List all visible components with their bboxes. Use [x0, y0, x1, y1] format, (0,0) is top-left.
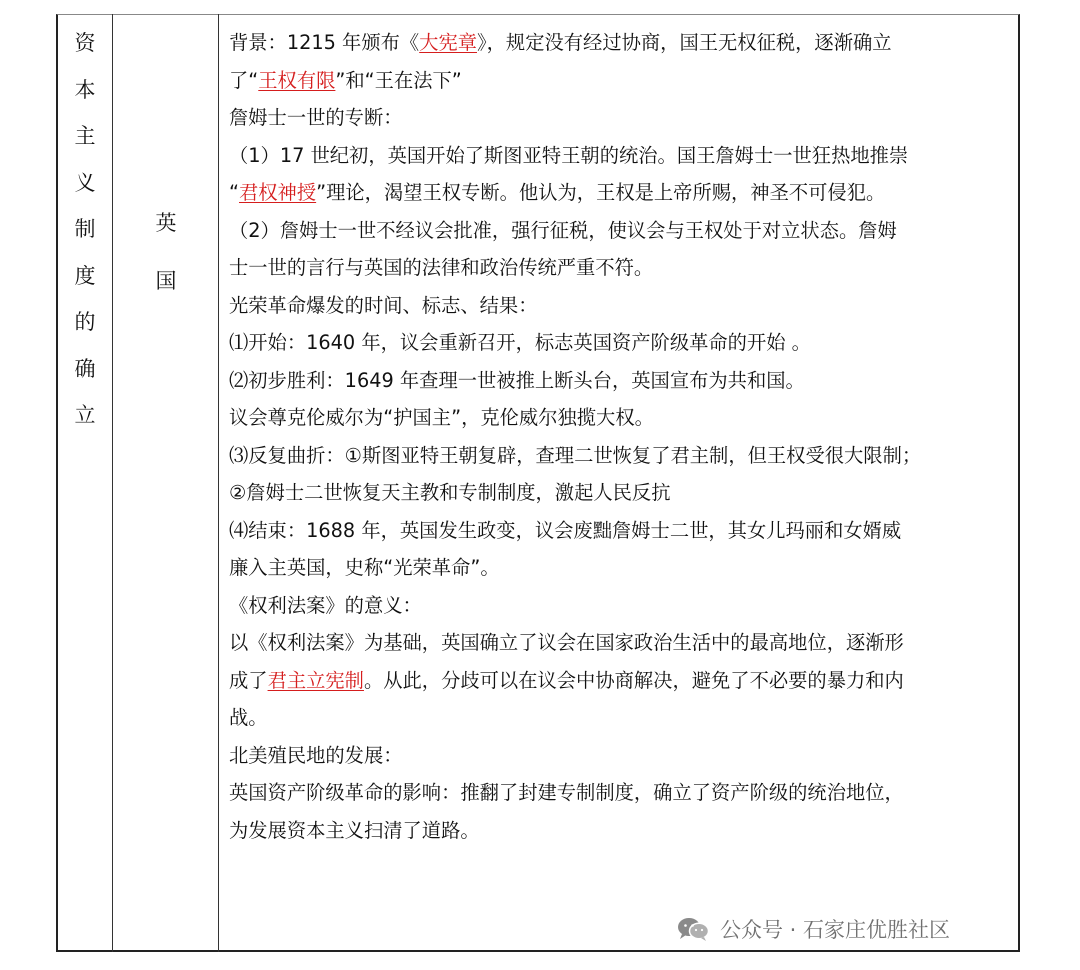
- line-text: （1）17 世纪初，英国开始了斯图亚特王朝的统治。国王詹姆士一世狂热地推崇: [229, 143, 909, 167]
- category-char: 义: [74, 170, 96, 195]
- content-line: [229, 362, 1015, 400]
- highlighted-term: 大宪章: [419, 31, 478, 54]
- country-column: [114, 194, 218, 310]
- line-text: 》，规定没有经过协商，国王无权征税，逐渐确立: [477, 31, 892, 54]
- content-line: [229, 137, 1015, 175]
- category-char: 的: [74, 310, 96, 334]
- content-line: [229, 699, 1015, 737]
- content-line: [229, 549, 1015, 587]
- line-text: 背景：1215 年颁布《: [229, 31, 420, 54]
- line-text: 了“: [229, 68, 259, 92]
- content-cell: [229, 24, 1015, 849]
- line-text: 北美殖民地的发展：: [229, 743, 403, 767]
- line-text: 为发展资本主义扫清了道路。: [229, 818, 480, 842]
- line-text: 。从此，分歧可以在议会中协商解决，避免了不必要的暴力和内: [363, 668, 904, 692]
- line-text: ⑷结束：1688 年，英国发生政变，议会废黜詹姆士二世，其女儿玛丽和女婿威: [229, 518, 902, 542]
- content-line: [229, 99, 1015, 137]
- line-text: 以《权利法案》为基础，英国确立了议会在国家政治生活中的最高地位，逐渐形: [229, 631, 904, 654]
- watermark-text: 公众号 · 石家庄优胜社区: [720, 918, 951, 942]
- content-line: [229, 812, 1015, 850]
- content-line: [229, 249, 1015, 287]
- line-text: “: [229, 181, 239, 204]
- category-char: 确: [74, 356, 96, 381]
- line-text: 廉入主英国，史称“光荣革命”。: [229, 556, 500, 579]
- content-line: [229, 437, 1015, 475]
- line-text: 士一世的言行与英国的法律和政治传统严重不符。: [229, 256, 654, 279]
- category-char: 立: [74, 403, 96, 427]
- category-char: 主: [74, 124, 96, 148]
- content-line: [229, 174, 1015, 212]
- column-divider-2: [218, 14, 219, 952]
- category-char: 本: [74, 77, 96, 102]
- line-text: ”和“王在法下”: [335, 68, 462, 92]
- line-text: 战。: [229, 706, 268, 729]
- line-text: 成了: [229, 668, 268, 692]
- line-text: ⑵初步胜利：1649 年查理一世被推上断头台，英国宣布为共和国。: [229, 368, 805, 392]
- content-line: [229, 774, 1015, 812]
- highlighted-term: 王权有限: [258, 68, 336, 92]
- line-text: ⑶反复曲折：①斯图亚特王朝复辟，查理二世恢复了君主制，但王权受很大限制；: [229, 443, 922, 467]
- content-line: [229, 399, 1015, 437]
- content-line: [229, 287, 1015, 325]
- country-char: 英: [155, 211, 177, 235]
- line-text: ⑴开始：1640 年，议会重新召开，标志英国资产阶级革命的开始 。: [229, 331, 811, 354]
- column-divider-1: [112, 14, 113, 952]
- watermark: [676, 914, 950, 944]
- line-text: 光荣革命爆发的时间、标志、结果：: [229, 293, 538, 317]
- line-text: 英国资产阶级革命的影响：推翻了封建专制制度，确立了资产阶级的统治地位，: [229, 781, 904, 804]
- content-line: [229, 662, 1015, 700]
- line-text: ②詹姆士二世恢复天主教和专制制度，激起人民反抗: [229, 481, 671, 504]
- content-line: [229, 212, 1015, 250]
- highlighted-term: 君权神授: [239, 181, 317, 204]
- content-line: [229, 624, 1015, 662]
- content-line: [229, 587, 1015, 625]
- content-line: [229, 24, 1015, 62]
- line-text: 《权利法案》的意义：: [229, 593, 422, 617]
- country-char: 国: [155, 269, 177, 293]
- content-line: [229, 324, 1015, 362]
- line-text: 詹姆士一世的专断：: [229, 106, 403, 129]
- highlighted-term: 君主立宪制: [267, 668, 364, 692]
- content-line: [229, 512, 1015, 550]
- category-char: 制: [74, 217, 96, 241]
- content-line: [229, 62, 1015, 100]
- content-line: [229, 474, 1015, 512]
- wechat-icon: [676, 916, 710, 942]
- line-text: 议会尊克伦威尔为“护国主”，克伦威尔独揽大权。: [229, 406, 654, 429]
- category-column: [58, 20, 112, 439]
- line-text: ”理论，渴望王权专断。他认为，王权是上帝所赐，神圣不可侵犯。: [316, 181, 886, 204]
- category-char: 度: [74, 263, 96, 288]
- content-line: [229, 737, 1015, 775]
- category-char: 资: [74, 31, 96, 55]
- line-text: （2）詹姆士一世不经议会批准，强行征税，使议会与王权处于对立状态。詹姆: [229, 218, 897, 242]
